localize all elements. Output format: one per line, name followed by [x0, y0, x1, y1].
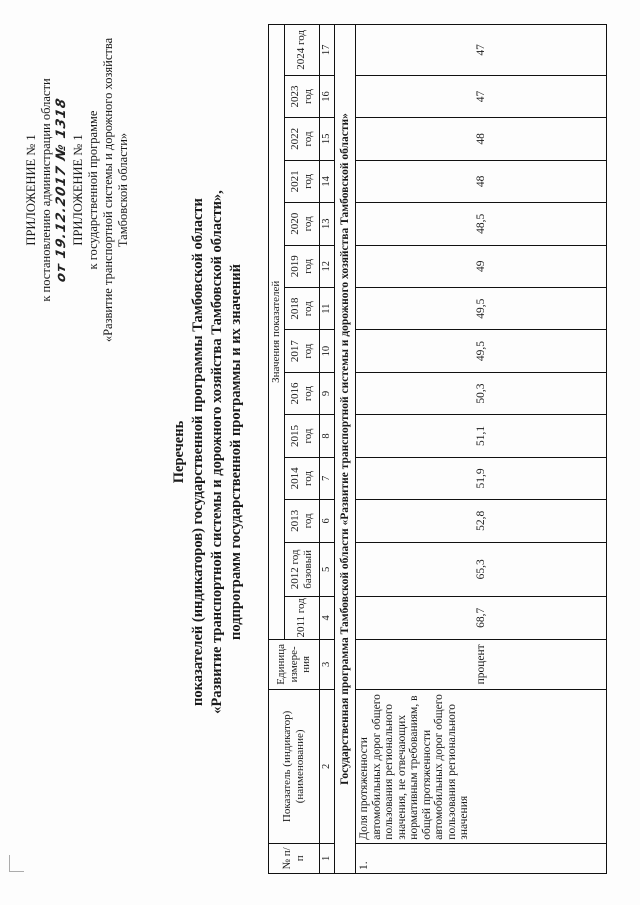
column-index: 15 — [319, 118, 335, 160]
year-header: 2012 год базовый — [284, 542, 319, 597]
row-value: 48 — [356, 118, 607, 160]
appendix-header — [24, 30, 131, 350]
header-values-group: Значения показателей — [269, 25, 285, 640]
row-value: 51,1 — [356, 415, 607, 457]
column-index: 12 — [319, 245, 335, 287]
column-index: 2 — [319, 690, 335, 844]
program-name-line2: Тамбовской области» — [116, 132, 130, 248]
column-index: 1 — [319, 843, 335, 873]
title-line1: Перечень — [171, 420, 187, 484]
title-line2: показателей (индикаторов) государственной программы Тамбовской области — [190, 198, 206, 706]
program-line: к государственной программе — [86, 110, 100, 270]
row-value: 65,3 — [356, 542, 607, 597]
column-index-row — [319, 25, 335, 874]
row-value: 52,8 — [356, 500, 607, 542]
row-value: 49 — [356, 245, 607, 287]
year-header: 2019 год — [284, 245, 319, 287]
year-header: 2022 год — [284, 118, 319, 160]
column-index: 3 — [319, 639, 335, 690]
row-value: 51,9 — [356, 457, 607, 499]
year-header: 2021 год — [284, 160, 319, 202]
column-index: 11 — [319, 287, 335, 329]
column-index: 16 — [319, 75, 335, 117]
row-value: 49,5 — [356, 287, 607, 329]
column-index: 9 — [319, 372, 335, 414]
row-num: 1. — [356, 843, 607, 873]
column-index: 10 — [319, 330, 335, 372]
resolution-line: к постановлению администрации области — [39, 78, 53, 302]
column-index: 6 — [319, 500, 335, 542]
row-value: 47 — [356, 75, 607, 117]
year-header: 2017 год — [284, 330, 319, 372]
column-index: 4 — [319, 597, 335, 639]
row-value: 49,5 — [356, 330, 607, 372]
program-name-line1: «Развитие транспортной системы и дорожного хозяйства — [101, 37, 115, 343]
year-header: 2024 год — [284, 25, 319, 76]
column-index: 13 — [319, 203, 335, 245]
indicators-table — [268, 24, 607, 874]
program-section-row — [335, 25, 356, 874]
year-header: 2011 год — [284, 597, 319, 639]
row-value: 47 — [356, 25, 607, 76]
year-header: 2023 год — [284, 75, 319, 117]
header-unit: Единица измере-ния — [269, 639, 320, 690]
rotated-document — [10, 12, 630, 892]
title-line3: «Развитие транспортной системы и дорожного хозяйства Тамбовской области», — [209, 190, 225, 714]
program-section-title: Государственная программа Тамбовской области «Развитие транспортной системы и дорожного хозяйства Тамбовской области» — [335, 25, 356, 874]
row-value: 50,3 — [356, 372, 607, 414]
column-index: 17 — [319, 25, 335, 76]
year-header: 2014 год — [284, 457, 319, 499]
row-value: 48 — [356, 160, 607, 202]
table-row — [356, 25, 607, 874]
appendix-title-2: ПРИЛОЖЕНИЕ № 1 — [71, 134, 85, 246]
document-title — [170, 12, 246, 892]
year-header: 2018 год — [284, 287, 319, 329]
year-header: 2016 год — [284, 372, 319, 414]
year-header: 2013 год — [284, 500, 319, 542]
row-indicator: Доля протяженности автомобильных дорог общего пользования регионального значения, не отвечающих нормативным требованиям, в общей протяженности автомобильных дорог общего пользования регионального значения — [356, 690, 607, 844]
column-index: 14 — [319, 160, 335, 202]
appendix-title: ПРИЛОЖЕНИЕ № 1 — [24, 134, 38, 246]
year-header: 2015 год — [284, 415, 319, 457]
header-num: № п/п — [269, 843, 320, 873]
header-indicator: Показатель (индикатор) (наименование) — [269, 690, 320, 844]
row-value: 48,5 — [356, 203, 607, 245]
column-index: 7 — [319, 457, 335, 499]
row-value: 68,7 — [356, 597, 607, 639]
title-line4: подпрограмм государственной программы и их значений — [228, 264, 244, 640]
handwritten-date: от 19.12.2017 № 1318 — [54, 96, 69, 284]
column-index: 5 — [319, 542, 335, 597]
row-unit: процент — [356, 639, 607, 690]
table-header-row — [269, 25, 285, 874]
column-index: 8 — [319, 415, 335, 457]
year-header: 2020 год — [284, 203, 319, 245]
